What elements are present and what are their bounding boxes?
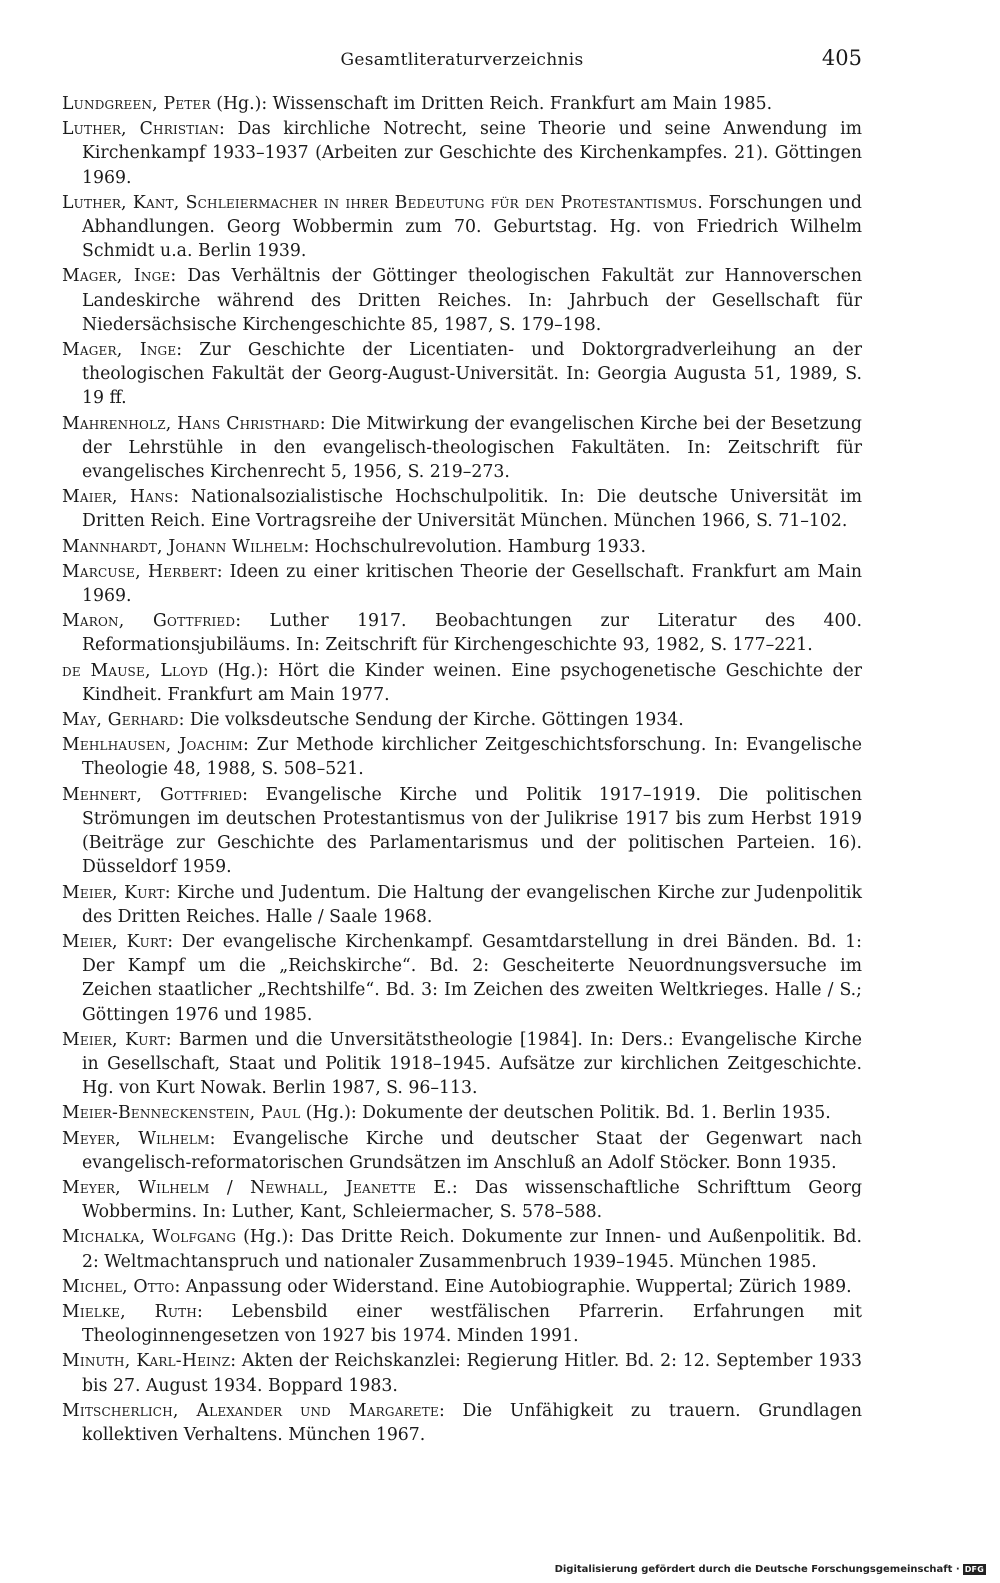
bibliography-entry	[62, 881, 862, 929]
bibliography-entry	[62, 485, 862, 533]
entry-text: (Hg.): Wissenschaft im Dritten Reich. Frankfurt am Main 1985.	[210, 94, 773, 114]
bibliography-entry	[62, 1300, 862, 1348]
bibliography-entry	[62, 535, 862, 559]
entry-text: : Luther 1917. Beobachtungen zur Literatur des 400. Reformationsjubiläums. In: Zeitschrift für Kirchengeschichte 93, 1982, S. 177–221.	[82, 611, 863, 656]
entry-author: Maron, Gottfried	[62, 611, 236, 632]
entry-text: (Hg.): Hört die Kinder weinen. Eine psychogenetische Geschichte der Kindheit. Frankfurt am Main 1977.	[82, 660, 862, 705]
page-number: 405	[821, 46, 862, 70]
entry-author: Mager, Inge	[62, 266, 171, 287]
bibliography-entry	[62, 708, 862, 732]
bibliography-entry	[62, 609, 862, 657]
entry-text: : Die volksdeutsche Sendung der Kirche. Göttingen 1934.	[178, 710, 684, 731]
entry-author: Mehnert, Gottfried	[62, 784, 243, 805]
bibliography-entry	[62, 1176, 862, 1224]
bibliography-entry	[62, 659, 862, 707]
entry-author: Maier, Hans	[62, 487, 174, 508]
entry-author: Mehlhausen, Joachim	[62, 735, 243, 756]
entry-text: : Das Verhältnis der Göttinger theologischen Fakultät zur Hannoverschen Landeskirche während des Dritten Reiches. In: Jahrbuch der Gesellschaft für Niedersächsische Kirchengeschichte 85, 1987, S. 179–198.	[82, 266, 862, 335]
entry-author: Marcuse, Herbert	[62, 561, 217, 582]
entry-text: : Akten der Reichskanzlei: Regierung Hitler. Bd. 2: 12. September 1933 bis 27. August 1934. Boppard 1983.	[82, 1351, 862, 1396]
entry-text: : Nationalsozialistische Hochschulpolitik. In: Die deutsche Universität im Dritten Reich. Eine Vortragsreihe der Universität München. München 1966, S. 71–102.	[82, 487, 862, 532]
bibliography-entry	[62, 191, 862, 264]
entry-author: Luther, Kant, Schleiermacher in ihrer Bedeutung für den Protestantismus	[62, 192, 698, 213]
bibliography-entry	[62, 1275, 862, 1299]
bibliography-entry	[62, 264, 862, 337]
bibliography-entry	[62, 930, 862, 1027]
entry-author: Luther, Christian	[62, 119, 220, 140]
entry-author: Meyer, Wilhelm	[62, 1128, 210, 1149]
entry-author: May, Gerhard	[62, 710, 179, 731]
entry-author: Mannhardt, Johann Wilhelm	[62, 536, 304, 557]
bibliography-entry	[62, 1101, 862, 1125]
entry-author: Meier, Kurt	[62, 1029, 166, 1050]
entry-author: Meier-Benneckenstein, Paul	[62, 1103, 301, 1124]
entry-author: Meyer, Wilhelm / Newhall, Jeanette E.	[62, 1177, 452, 1198]
entry-text: : Hochschulrevolution. Hamburg 1933.	[303, 536, 646, 557]
bibliography-entry	[62, 1028, 862, 1101]
entry-author: Lundgreen, Peter	[62, 94, 211, 114]
bibliography-entry	[62, 412, 862, 485]
bibliography-entry	[62, 733, 862, 781]
entry-author: Minuth, Karl-Heinz	[62, 1351, 231, 1372]
bibliography-entry	[62, 560, 862, 608]
entry-author: de Mause, Lloyd	[62, 660, 209, 681]
entry-text: : Ideen zu einer kritischen Theorie der Gesellschaft. Frankfurt am Main 1969.	[82, 561, 862, 607]
entry-text: : Zur Geschichte der Licentiaten- und Doktorgradverleihung an der theologischen Fakultät der Georg-August-Universität. In: Georgia Augusta 51, 1989, S. 19 ff.	[82, 340, 862, 409]
entry-text: (Hg.): Dokumente der deutschen Politik. Bd. 1. Berlin 1935.	[300, 1103, 831, 1124]
entry-text: : Anpassung oder Widerstand. Eine Autobiographie. Wuppertal; Zürich 1989.	[174, 1276, 852, 1297]
entry-text: : Evangelische Kirche und Politik 1917–1919. Die politischen Strömungen im deutschen Protestantismus von der Julikrise 1917 bis zum Herbst 1919 (Beiträge zur Geschichte des Parlamentarismus und der politischen Parteien. 16). Düsseldorf 1959.	[82, 784, 862, 878]
entry-text: : Barmen und die Unversitätstheologie [1984]. In: Ders.: Evangelische Kirche in Gesellschaft, Staat und Politik 1918–1945. Aufsätze zur kirchlichen Zeitgeschichte. Hg. von Kurt Nowak. Berlin 1987, S. 96–113.	[82, 1029, 862, 1099]
entry-text: : Der evangelische Kirchenkampf. Gesamtdarstellung in drei Bänden. Bd. 1: Der Kampf um die „Reichskirche“. Bd. 2: Gescheiterte Neuordnungsversuche im Zeichen staatlicher „Rechtshilfe“. Bd. 3: Im Zeichen des zweiten Weltkrieges. Halle / S.; Göttingen 1976 und 1985.	[82, 931, 862, 1025]
dfg-logo: DFG	[964, 1565, 984, 1574]
entry-author: Meier, Kurt	[62, 882, 165, 903]
entry-author: Mager, Inge	[62, 340, 177, 361]
bibliography-list	[62, 92, 862, 1448]
entry-author: Mielke, Ruth	[62, 1301, 198, 1322]
entry-author: Michalka, Wolfgang	[62, 1227, 237, 1248]
running-title: Gesamtliteraturverzeichnis	[340, 50, 584, 70]
entry-text: (Hg.): Das Dritte Reich. Dokumente zur Innen- und Außenpolitik. Bd. 2: Weltmachtanspruch und nationaler Zusammenbruch 1939–1945. München 1985.	[82, 1227, 862, 1272]
entry-text: : Lebensbild einer westfälischen Pfarrerin. Erfahrungen mit Theologinnengesetzen von 1927 bis 1974. Minden 1991.	[82, 1301, 862, 1347]
entry-author: Michel, Otto	[62, 1276, 175, 1297]
bibliography-entry	[62, 117, 862, 190]
entry-text: : Die Unfähigkeit zu trauern. Grundlagen kollektiven Verhaltens. München 1967.	[82, 1400, 862, 1445]
entry-text: : Das kirchliche Notrecht, seine Theorie und seine Anwendung im Kirchenkampf 1933–1937 (Arbeiten zur Geschichte des Kirchenkampfes. 21). Göttingen 1969.	[82, 119, 862, 188]
digitization-footer	[555, 1564, 986, 1575]
entry-text: : Das wissenschaftliche Schrifttum Georg Wobbermins. In: Luther, Kant, Schleiermacher, S. 578–588.	[82, 1177, 863, 1223]
entry-text: : Kirche und Judentum. Die Haltung der evangelischen Kirche zur Judenpolitik des Dritten Reiches. Halle / Saale 1968.	[82, 882, 862, 927]
bibliography-entry	[62, 1225, 862, 1273]
bibliography-entry	[62, 1127, 862, 1175]
entry-text: : Die Mitwirkung der evangelischen Kirche bei der Besetzung der Lehrstühle in den evangelisch-theologischen Fakultäten. In: Zeitschrift für evangelisches Kirchenrecht 5, 1956, S. 219–273.	[82, 413, 862, 483]
entry-author: Mahrenholz, Hans Christhard	[62, 413, 320, 434]
bibliography-entry	[62, 783, 862, 880]
bibliography-entry	[62, 338, 862, 411]
bibliography-entry	[62, 1349, 862, 1397]
page-header	[62, 46, 862, 76]
entry-text: : Zur Methode kirchlicher Zeitgeschichtsforschung. In: Evangelische Theologie 48, 1988, S. 508–521.	[82, 735, 862, 780]
entry-author: Meier, Kurt	[62, 931, 168, 952]
bibliography-entry	[62, 92, 862, 116]
entry-text: . Forschungen und Abhandlungen. Georg Wobbermin zum 70. Geburtstag. Hg. von Friedrich Wilhelm Schmidt u.a. Berlin 1939.	[82, 192, 862, 262]
entry-author: Mitscherlich, Alexander und Margarete	[62, 1400, 439, 1421]
bibliography-entry	[62, 1399, 862, 1447]
entry-text: : Evangelische Kirche und deutscher Staat der Gegenwart nach evangelisch-reformatorischen Grundsätzen im Anschluß an Adolf Stöcker. Bonn 1935.	[82, 1128, 862, 1173]
footer-credit: Digitalisierung gefördert durch die Deutsche Forschungsgemeinschaft ·	[554, 1564, 960, 1575]
